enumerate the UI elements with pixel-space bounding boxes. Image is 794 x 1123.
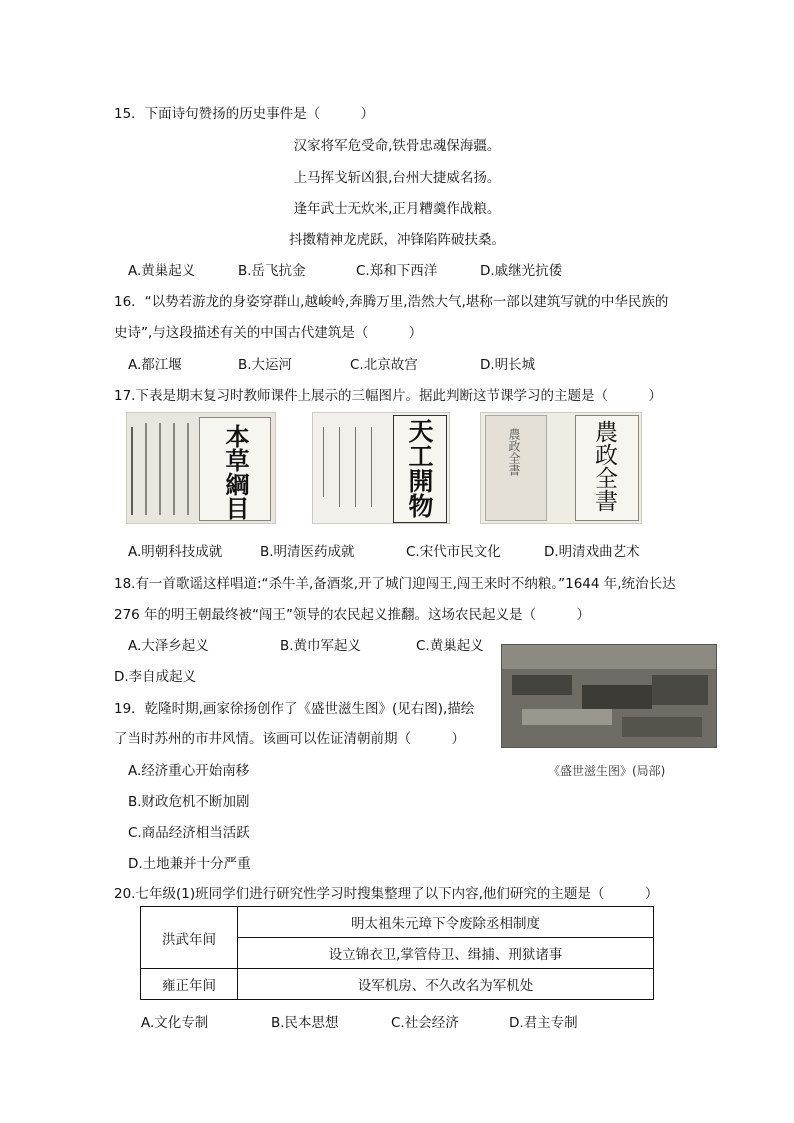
q20-option-c[interactable]: C.社会经济	[391, 1015, 459, 1031]
q17-options	[128, 540, 640, 560]
table-row	[141, 907, 654, 938]
tiangong-title: 天工開物	[405, 418, 434, 518]
q15-poem-line-2: 上马挥戈斩凶狠,台州大捷威名扬。	[293, 170, 501, 186]
painting-caption: 《盛世滋生图》(局部)	[548, 764, 666, 778]
book-image-tiangong	[312, 412, 450, 524]
q20-option-d[interactable]: D.君主专制	[509, 1015, 578, 1031]
table-row	[141, 969, 654, 1000]
q19-option-a[interactable]: A.经济重心开始南移	[128, 763, 250, 779]
q20-option-b[interactable]: B.民本思想	[271, 1015, 339, 1031]
q15-option-a[interactable]: A.黄巢起义	[128, 263, 196, 279]
q19-option-c[interactable]: C.商品经济相当活跃	[128, 825, 250, 841]
q17-option-a[interactable]: A.明朝科技成就	[128, 544, 223, 560]
q16-option-d[interactable]: D.明长城	[480, 357, 536, 373]
q15-option-b[interactable]: B.岳飞抗金	[238, 263, 306, 279]
yongzheng-item: 设军机房、不久改名为军机处	[238, 969, 654, 1000]
q16-option-b[interactable]: B.大运河	[238, 357, 293, 373]
q15-poem-line-1: 汉家将军危受命,铁骨忠魂保海疆。	[293, 138, 501, 154]
nongzheng-side-cover	[485, 415, 547, 521]
q20-options	[141, 1011, 578, 1031]
q19-option-d[interactable]: D.土地兼并十分严重	[128, 856, 251, 872]
bencao-cover	[199, 417, 271, 521]
nongzheng-cover	[575, 415, 639, 521]
q18-option-b[interactable]: B.黄巾军起义	[280, 638, 362, 654]
q15-option-c[interactable]: C.郑和下西洋	[356, 263, 438, 279]
q16-options	[128, 353, 535, 373]
nongzheng-side-title: 農政全書	[507, 428, 521, 476]
q19-stem-line-2: 了当时苏州的市井风情。该画可以佐证清朝前期（ ）	[114, 731, 465, 747]
q15-poem-line-3: 逢年武士无炊米,正月糟羹作战粮。	[293, 201, 501, 217]
q18-option-a[interactable]: A.大泽乡起义	[128, 638, 209, 654]
q19-stem-line-1: 19．乾隆时期,画家徐扬创作了《盛世滋生图》(见右图),描绘	[114, 701, 475, 717]
q17-option-d[interactable]: D.明清戏曲艺术	[544, 544, 640, 560]
q18-stem-line-1: 18.有一首歌谣这样唱道:“杀牛羊,备酒浆,开了城门迎闯王,闯王来时不纳粮。”1644 年,统治长达	[114, 576, 676, 592]
q16-option-a[interactable]: A.都江堰	[128, 357, 182, 373]
nongzheng-title: 農政全書	[591, 420, 617, 512]
hongwu-item-2: 设立锦衣卫,掌管侍卫、缉捕、刑狱诸事	[238, 938, 654, 969]
bencao-title: 本草綱目	[221, 424, 250, 520]
tiangong-cover	[393, 415, 447, 523]
q18-option-d[interactable]: D.李自成起义	[114, 669, 197, 685]
hongwu-label: 洪武年间	[141, 907, 238, 969]
book-image-nongzheng	[480, 412, 642, 524]
q17-stem: 17.下表是期末复习时教师课件上展示的三幅图片。据此判断这节课学习的主题是（ ）	[114, 388, 662, 404]
q16-option-c[interactable]: C.北京故宫	[350, 357, 418, 373]
q17-option-c[interactable]: C.宋代市民文化	[406, 544, 501, 560]
q19-option-b[interactable]: B.财政危机不断加剧	[128, 794, 250, 810]
q15-stem: 15．下面诗句赞扬的历史事件是（ ）	[114, 106, 375, 122]
q20-option-a[interactable]: A.文化专制	[141, 1015, 209, 1031]
book-image-bencao	[126, 412, 276, 524]
q20-table	[140, 906, 654, 1000]
q15-option-d[interactable]: D.戚继光抗倭	[480, 263, 563, 279]
q15-poem-line-4: 抖擞精神龙虎跃，冲锋陷阵破扶桑。	[289, 232, 505, 248]
q20-stem: 20.七年级(1)班同学们进行研究性学习时搜集整理了以下内容,他们研究的主题是（ ）	[114, 886, 659, 902]
q18-stem-line-2: 276 年的明王朝最终被“闯王”领导的农民起义推翻。这场农民起义是（ ）	[114, 607, 591, 623]
q15-options	[128, 259, 562, 279]
q17-option-b[interactable]: B.明清医药成就	[260, 544, 355, 560]
hongwu-item-1: 明太祖朱元璋下令废除丞相制度	[238, 907, 654, 938]
q18-option-c[interactable]: C.黄巢起义	[416, 638, 484, 654]
yongzheng-label: 雍正年间	[141, 969, 238, 1000]
q16-stem-line-2: 史诗”,与这段描述有关的中国古代建筑是（ ）	[114, 325, 423, 341]
q18-options	[128, 634, 484, 654]
q16-stem-line-1: 16．“以势若游龙的身姿穿群山,越峻岭,奔腾万里,浩然大气,堪称一部以建筑写就的中华民族的	[114, 294, 669, 310]
shengshi-painting-image	[501, 644, 717, 748]
